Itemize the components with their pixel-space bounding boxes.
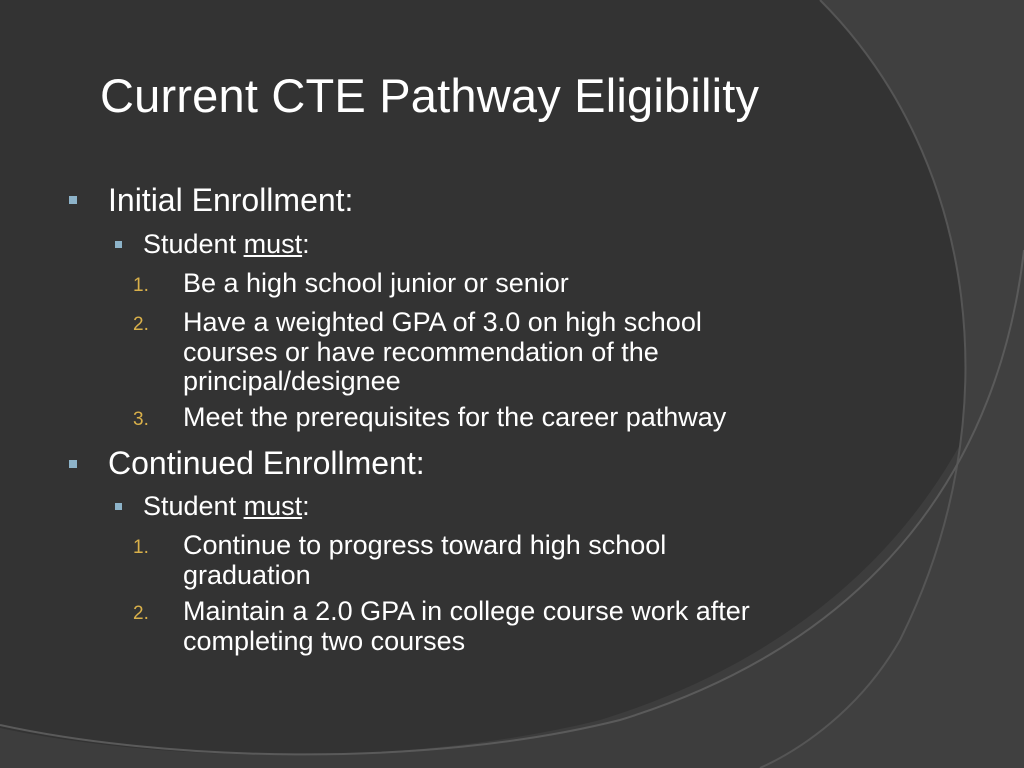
list-number: 2.: [133, 314, 149, 335]
sub-bullet-prefix: Student: [143, 229, 244, 259]
list-item-line: Meet the prerequisites for the career pathway: [183, 402, 727, 432]
list-number: 1.: [133, 537, 149, 558]
square-bullet-icon: [69, 460, 77, 468]
list-item-line: completing two courses: [183, 625, 466, 656]
sub-bullet-student-must: [143, 229, 310, 259]
list-item-line: Have a weighted GPA of 3.0 on high school: [183, 307, 702, 337]
sub-bullet-suffix: :: [302, 229, 310, 259]
list-number: 3.: [133, 409, 149, 430]
sub-bullet-prefix: Student: [143, 491, 244, 521]
list-item-line: Continue to progress toward high school: [183, 530, 667, 560]
list-item-line: principal/designee: [183, 366, 401, 396]
list-item: [183, 269, 863, 299]
list-item-line: courses or have recommendation of the: [183, 336, 659, 367]
list-item-line: Maintain a 2.0 GPA in college course work after: [183, 596, 750, 626]
list-item: [183, 308, 863, 397]
list-item: [183, 597, 863, 656]
section-heading-initial: Initial Enrollment:: [108, 182, 354, 218]
slide-title: Current CTE Pathway Eligibility: [100, 69, 760, 122]
section-heading-continued: Continued Enrollment:: [108, 445, 425, 481]
sub-bullet-suffix: :: [302, 491, 310, 521]
list-item-line: graduation: [183, 559, 311, 590]
list-number: 1.: [133, 275, 149, 296]
square-bullet-icon: [115, 241, 122, 248]
list-number: 2.: [133, 603, 149, 624]
sub-bullet-emphasis: must: [243, 491, 303, 521]
sub-bullet-student-must: [143, 491, 310, 521]
list-item: [183, 531, 863, 590]
square-bullet-icon: [115, 503, 122, 510]
sub-bullet-emphasis: must: [243, 229, 303, 259]
square-bullet-icon: [69, 196, 77, 204]
list-item-line: Be a high school junior or senior: [183, 268, 569, 298]
list-item: [183, 403, 863, 433]
